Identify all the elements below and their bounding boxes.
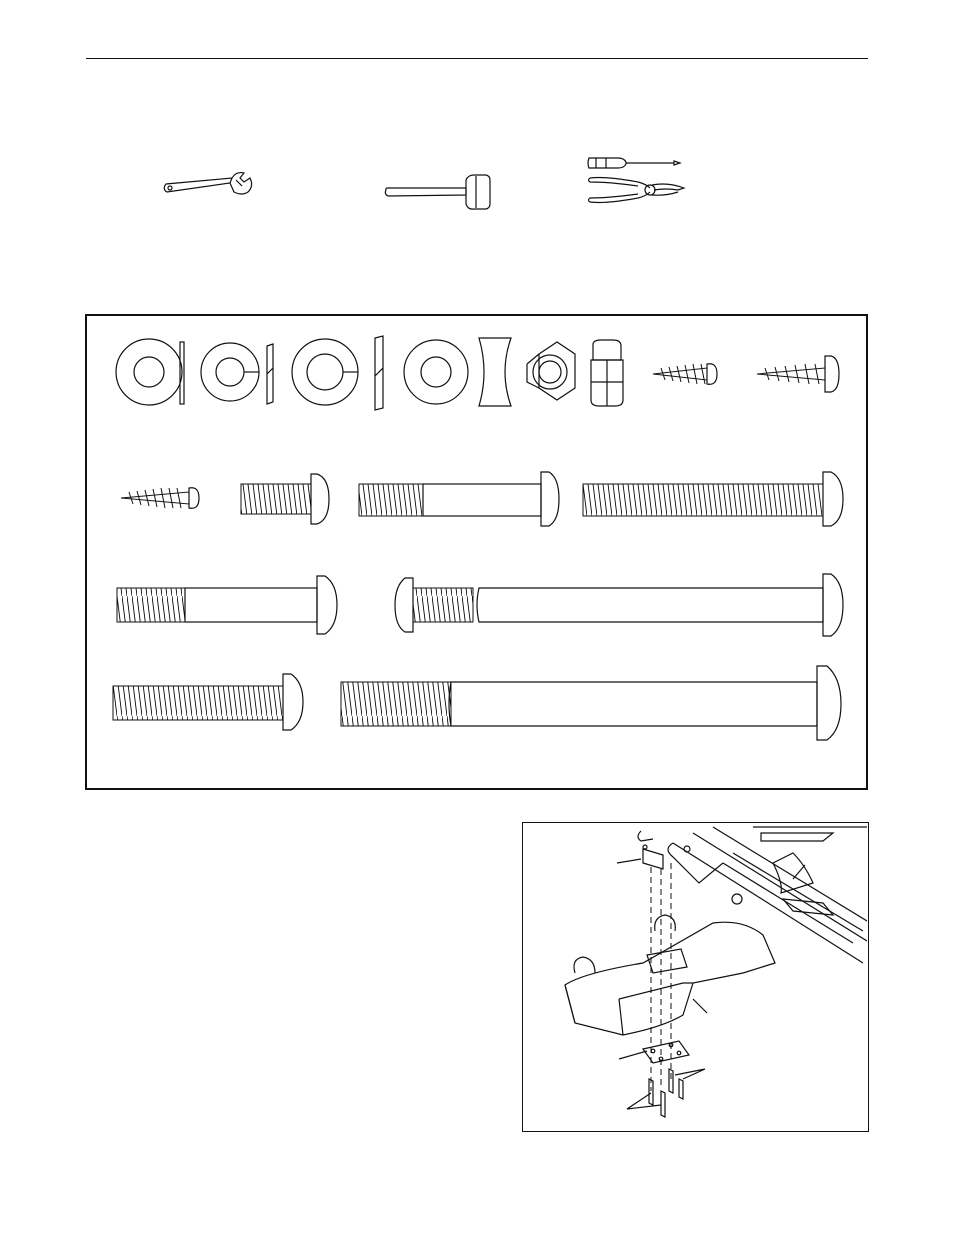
pliers-icon: [586, 172, 686, 208]
threaded-bolt-icon: [113, 674, 303, 730]
small-screw-icon: [653, 364, 717, 385]
small-tapping-screw-icon: [121, 488, 199, 509]
flat-washer-icon: [116, 339, 184, 405]
mallet-icon: [382, 172, 494, 212]
screwdriver-icon: [586, 154, 686, 172]
header-rule: [86, 58, 868, 59]
nylon-locknut-icon: [591, 340, 623, 406]
short-bolt-icon: [241, 474, 329, 524]
long-bolt-icon: [583, 472, 843, 526]
curved-washer-icon: [404, 338, 511, 406]
shoulder-bolt-icon: [359, 472, 559, 526]
large-split-washer-icon: [292, 336, 383, 410]
hex-nut-icon: [527, 342, 575, 400]
medium-shoulder-bolt-icon: [117, 576, 337, 634]
extra-long-bolt-icon: [341, 666, 841, 740]
large-screw-icon: [757, 356, 839, 392]
hardware-parts-box: [85, 314, 868, 790]
stabilizer-assembly-diagram-icon: [522, 822, 869, 1132]
long-shoulder-bolt-icon: [395, 574, 843, 636]
wrench-icon: [160, 170, 256, 200]
split-washer-icon: [201, 343, 273, 404]
